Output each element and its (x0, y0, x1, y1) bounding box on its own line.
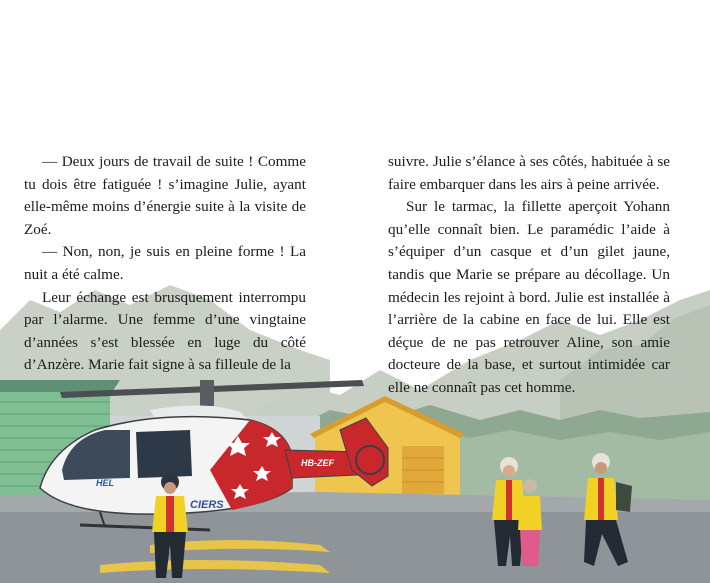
paragraph: Sur le tarmac, la fillette aperçoit Yohann qu’elle connaît bien. Le paramédic l’aide à s’équiper d’un casque et d’un gilet jaune, tandis que Marie se prépare au décollage. Un médecin les rejoint à bord. Julie est installée à l’arrière de la cabine en face de lui. Elle est déçue de ne pas retrouver Aline, son amie docteure de la base, et surtout intimidée car elle ne connaît pas cet homme. (388, 198, 670, 396)
helicopter-registration: HB-ZEF (301, 458, 334, 468)
text-column-right (388, 151, 670, 400)
paragraph: suivre. Julie s’élance à ses côtés, habituée à se faire embarquer dans les airs à peine arrivée. (388, 153, 670, 193)
paragraph: — Non, non, je suis en pleine forme ! La nuit a été calme. (24, 243, 306, 283)
text-column-left (24, 151, 306, 377)
helicopter-side-text: CIERS (190, 499, 224, 511)
helicopter-door-text: HEL (96, 478, 114, 488)
paragraph: Leur échange est brusquement interrompu par l’alarme. Une femme d’une vingtaine d’années s’est blessée en luge du côté d’Anzère. Marie fait signe à sa filleule de la (24, 288, 306, 374)
paragraph: — Deux jours de travail de suite ! Comme tu dois être fatiguée ! s’imagine Julie, ayant elle-même moins d’énergie suite à la visite de Zoé. (24, 153, 306, 238)
